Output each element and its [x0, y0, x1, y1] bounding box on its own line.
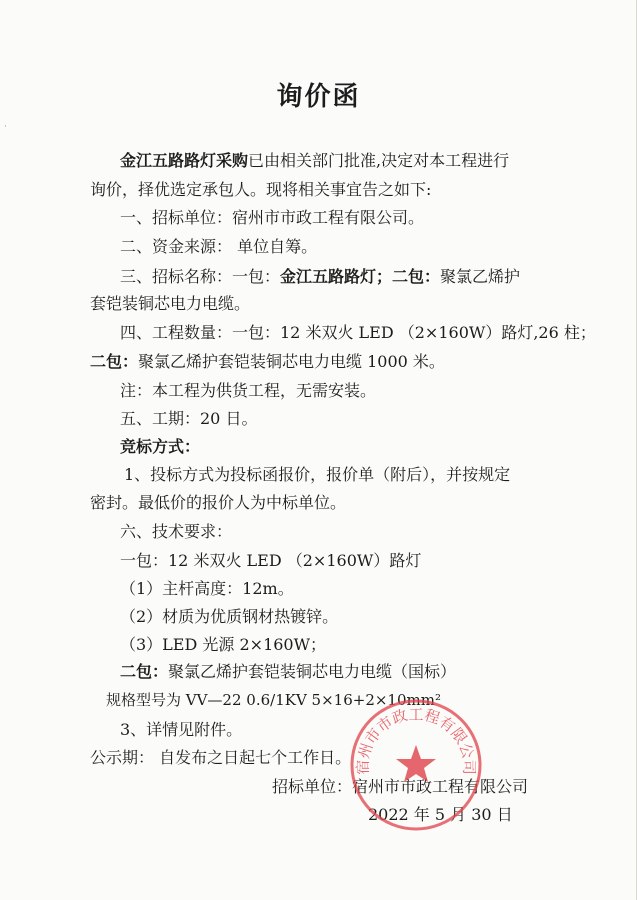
- bid-method-line-2: 密封。最低价的报价人为中标单位。: [90, 493, 347, 512]
- item-1: 一、招标单位：宿州市市政工程有限公司。: [120, 208, 425, 227]
- scan-mark: ·: [4, 122, 7, 132]
- item-6: 六、技术要求：: [120, 522, 233, 541]
- package-1-spec: 一包：12 米双火 LED （2×160W）路灯: [120, 551, 422, 570]
- model-spec: 规格型号为 VV—22 0.6/1KV 5×16+2×10mm²: [106, 691, 441, 709]
- item-3-label: 三、招标名称：一包：: [120, 267, 281, 286]
- package-2-spec: [120, 662, 456, 682]
- intro-text: 已由相关部门批准,决定对本工程进行: [248, 151, 510, 170]
- bid-method: 1、投标方式为投标函报价，报价单（附后），并按规定: [124, 465, 511, 484]
- item-4-package: 二包：: [90, 352, 139, 371]
- item-4-line-2: [90, 352, 445, 372]
- item-3: [120, 267, 520, 287]
- note: 注：本工程为供货工程，无需安装。: [120, 381, 377, 400]
- spec-3: （3）LED 光源 2×160W；: [120, 635, 327, 654]
- company-seal: [348, 697, 484, 833]
- page-title: 询价函: [276, 82, 361, 112]
- project-name: 金江五路路灯采购: [120, 151, 249, 170]
- seal-graphic: [348, 697, 484, 833]
- intro-line-1: [120, 151, 509, 171]
- package-2-name: 聚氯乙烯护套铠装铜芯电力电缆（国标）: [168, 662, 457, 681]
- item-3-cable: 聚氯乙烯护: [440, 267, 521, 286]
- spec-2: （2）材质为优质钢材热镀锌。: [120, 607, 339, 626]
- intro-line-2: 询价，择优选定承包人。现将相关事宜告之如下:: [90, 180, 432, 199]
- star-icon: [396, 745, 436, 782]
- item-4-cable: 聚氯乙烯护套铠装铜芯电力电缆 1000 米。: [138, 352, 445, 371]
- signer: 招标单位：宿州市市政工程有限公司: [272, 777, 529, 796]
- bid-heading: 竞标方式：: [120, 437, 201, 456]
- seal-text: 宿州市市政工程有限公司: [353, 705, 479, 775]
- spec-1: （1）主杆高度：12m。: [120, 579, 294, 598]
- attachment-note: 3、详情见附件。: [120, 720, 243, 739]
- item-3-line-2: 套铠装铜芯电力电缆。: [90, 294, 251, 313]
- item-3-package: 金江五路路灯；二包：: [280, 267, 441, 286]
- item-4: 四、工程数量：一包：12 米双火 LED （2×160W）路灯,26 柱；: [120, 323, 596, 342]
- item-5: 五、工期：20 日。: [120, 409, 258, 428]
- item-2: 二、资金来源： 单位自筹。: [120, 237, 318, 256]
- package-2-label: 二包：: [120, 662, 169, 681]
- date: 2022 年 5 月 30 日: [368, 805, 513, 824]
- notice-period: 公示期： 自发布之日起七个工作日。: [90, 748, 352, 767]
